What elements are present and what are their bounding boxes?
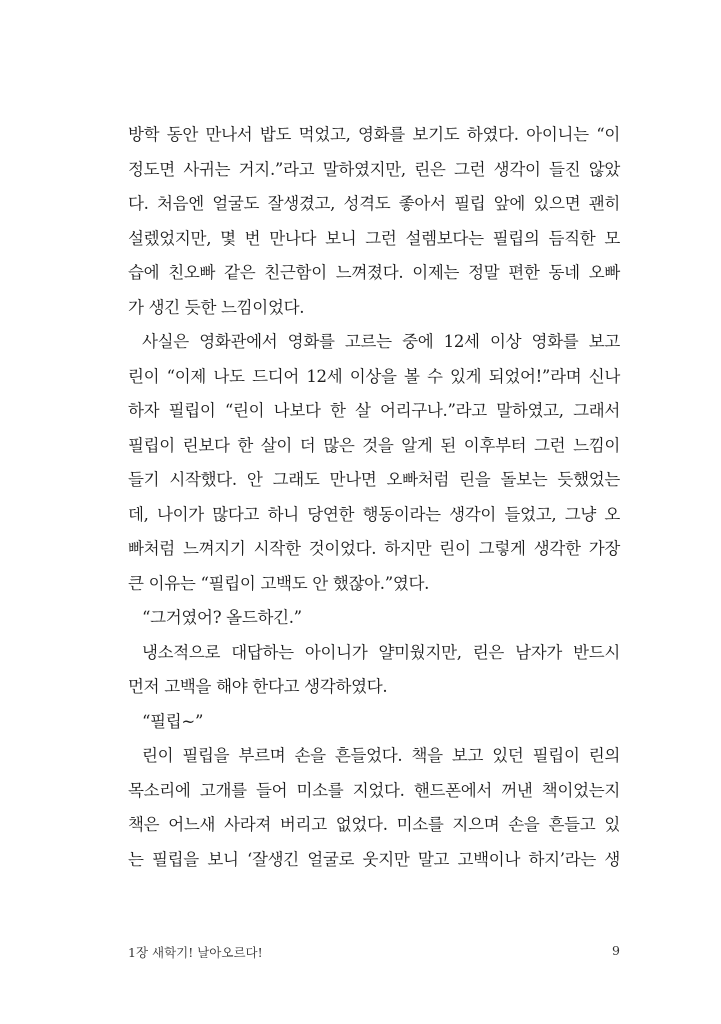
text-line: 설렜었지만, 몇 번 만나다 보니 그런 설렘보다는 필립의 듬직한 모	[128, 228, 620, 248]
dialogue-line: “그거였어? 올드하긴.”	[142, 608, 302, 627]
text-line: 큰 이유는 “필립이 고백도 안 했잖아.”였다.	[128, 573, 430, 593]
text-line: 냉소적으로 대답하는 아이니가 얄미웠지만, 린은 남자가 반드시	[142, 642, 620, 662]
text-line: 데, 나이가 많다고 하니 당연한 행동이라는 생각이 들었고, 그냥 오	[128, 504, 620, 524]
text-line: 는 필립을 보니 ‘잘생긴 얼굴로 웃지만 말고 고백이나 하지’라는 생	[128, 849, 620, 869]
text-line: 책은 어느새 사라져 버리고 없었다. 미소를 지으며 손을 흔들고 있	[128, 815, 620, 834]
text-line: 목소리에 고개를 들어 미소를 지었다. 핸드폰에서 꺼낸 책이었는지	[128, 780, 620, 800]
chapter-footer: 1장 새학기! 날아오르다!	[128, 945, 263, 960]
page-number: 9	[612, 943, 620, 958]
text-line: 사실은 영화관에서 영화를 고르는 중에 12세 이상 영화를 보고	[142, 332, 620, 351]
text-line: 방학 동안 만나서 밥도 먹었고, 영화를 보기도 하였다. 아이니는 “이	[128, 125, 620, 144]
text-line: 린이 “이제 나도 드디어 12세 이상을 볼 수 있게 되었어!”라며 신나	[128, 366, 620, 386]
text-line: 하자 필립이 “린이 나보다 한 살 어리구나.”라고 말하였고, 그래서	[128, 401, 620, 420]
text-line: 린이 필립을 부르며 손을 흔들었다. 책을 보고 있던 필립이 린의	[142, 746, 620, 765]
text-line: 빠처럼 느껴지기 시작한 것이었다. 하지만 린이 그렇게 생각한 가장	[128, 539, 620, 558]
text-line: 가 생긴 듯한 느낌이었다.	[128, 297, 305, 317]
body-text	[128, 118, 620, 877]
text-line: 정도면 사귀는 거지.”라고 말하였지만, 린은 그런 생각이 들진 않았	[128, 159, 620, 179]
dialogue-line: “필립~”	[142, 711, 204, 731]
text-line: 들기 시작했다. 안 그래도 만나면 오빠처럼 린을 돌보는 듯했었는	[128, 470, 620, 489]
text-line: 먼저 고백을 해야 한다고 생각하였다.	[128, 677, 388, 696]
text-line: 습에 친오빠 같은 친근함이 느껴졌다. 이제는 정말 편한 동네 오빠	[128, 263, 620, 282]
text-line: 필립이 린보다 한 살이 더 많은 것을 알게 된 이후부터 그런 느낌이	[128, 435, 620, 455]
text-line: 다. 처음엔 얼굴도 잘생겼고, 성격도 좋아서 필립 앞에 있으면 괜히	[128, 194, 620, 213]
